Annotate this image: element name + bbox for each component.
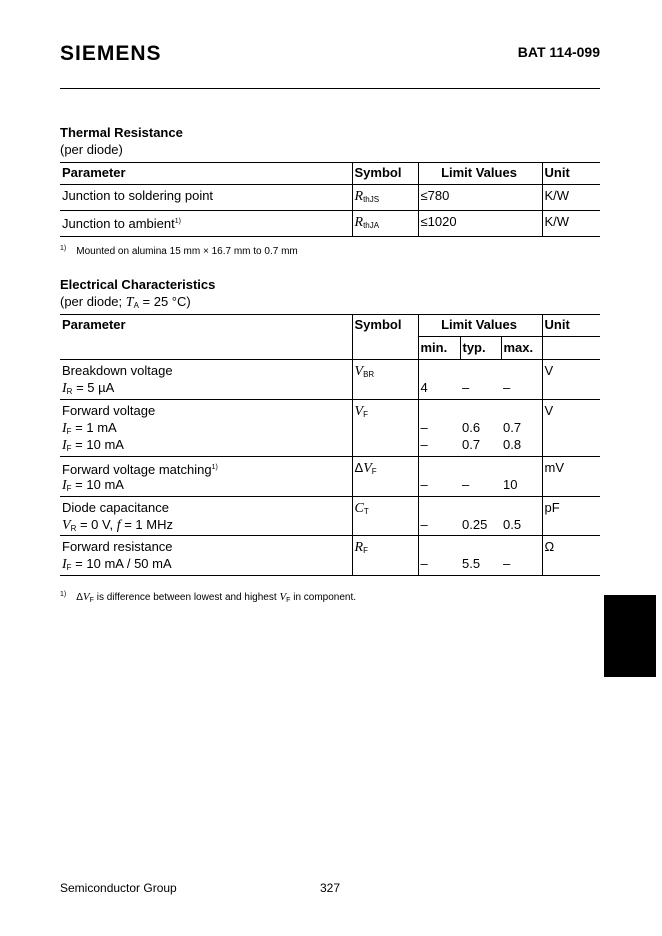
footnote-text: Mounted on alumina 15 mm × 16.7 mm to 0.7 mm (76, 246, 298, 257)
sub-T-subscript: A (133, 301, 139, 310)
symbol-letter: V (354, 364, 364, 379)
symbol-cell (352, 457, 418, 497)
th-limit-values: Limit Values (418, 163, 542, 185)
symbol-cell (352, 497, 418, 536)
unit-cell: V (542, 360, 600, 400)
symbol-letter: V (363, 461, 372, 476)
typ-cell: 5.5 (462, 556, 481, 571)
max-cell: 10 (503, 477, 518, 492)
electrical-subheader-row (60, 337, 600, 360)
param-name: Forward voltage matching$^{1)}$ (62, 462, 218, 477)
param-cell (60, 400, 352, 457)
fn-V1: V (82, 591, 90, 603)
electrical-title: Electrical Characteristics (60, 277, 216, 292)
typ-cell: – (462, 380, 470, 395)
cond-subscript: R (66, 387, 73, 396)
param-cell (60, 497, 352, 536)
param-name: Diode capacitance (62, 500, 169, 515)
fn-mid: is difference between lowest and highest (93, 592, 280, 603)
th-parameter: Parameter (62, 165, 126, 180)
unit-cell: V (542, 400, 600, 457)
cond-symbol: V (62, 518, 71, 533)
min-cell: – – (418, 400, 460, 457)
footnote-number: 1) (60, 591, 67, 598)
param-name: Forward resistance (62, 539, 173, 554)
max-cell: – (503, 556, 511, 571)
cond-rest: = 1 mA (71, 420, 117, 435)
electrical-subtitle (60, 294, 191, 311)
typ-cell: – (462, 477, 470, 492)
sub-T: T (125, 295, 134, 310)
th-symbol: Symbol (352, 315, 418, 337)
th-unit: Unit (542, 163, 600, 185)
unit-cell: K/W (542, 185, 600, 211)
empty-cell (60, 337, 352, 360)
footnote-number: 1) (60, 245, 67, 252)
max-cell: 0.7 0.8 (503, 420, 522, 452)
table-row (60, 185, 600, 211)
symbol-cell (352, 360, 418, 400)
symbol-letter: V (354, 404, 364, 419)
empty-cell (542, 337, 600, 360)
symbol-cell (352, 400, 418, 457)
th-min: min. (418, 337, 460, 360)
cond-f-rest: = 1 MHz (120, 517, 173, 532)
param-text: Junction to soldering point (62, 188, 214, 203)
typ-cell: 0.6 0.7 (462, 420, 481, 452)
table-row (60, 457, 600, 497)
fn-V2: V (279, 591, 287, 603)
table-row (60, 360, 600, 400)
param-condition (62, 516, 348, 533)
param-cell (60, 536, 352, 576)
max-cell: 0.5 (503, 517, 522, 532)
unit-cell: Ω (542, 536, 600, 576)
symbol-cell (352, 536, 418, 576)
table-row (60, 211, 600, 237)
part-number: BAT 114-099 (517, 44, 600, 60)
symbol-subscript: F (371, 467, 377, 476)
symbol-cell (352, 185, 418, 211)
max-cell: – (503, 380, 511, 395)
delta-symbol: Δ (354, 460, 364, 475)
footer-company: Semiconductor Group (60, 881, 177, 895)
table-row (60, 536, 600, 576)
param-condition (62, 419, 348, 436)
th-unit: Unit (542, 315, 600, 337)
th-limit-values: Limit Values (418, 315, 542, 337)
fn-sub1: F (89, 597, 94, 604)
cond-subscript: F (66, 427, 72, 436)
min-cell: 4 (418, 360, 460, 400)
table-row (60, 497, 600, 536)
symbol-cell (352, 211, 418, 237)
electrical-table (60, 314, 600, 576)
symbol-subscript: F (363, 546, 368, 555)
unit-cell: K/W (542, 211, 600, 237)
cond-rest: = 10 mA (71, 477, 124, 492)
cond-rest: = 0 V, (76, 517, 117, 532)
footnote-ref: 1) (174, 218, 181, 225)
thermal-table (60, 162, 600, 237)
cond-subscript: R (70, 524, 77, 533)
sub-post: = 25 °C) (138, 294, 191, 309)
cond-rest: = 10 mA / 50 mA (71, 556, 172, 571)
footnote-ref: 1) (211, 464, 218, 471)
symbol-subscript: F (363, 410, 368, 419)
cond-subscript: F (66, 484, 72, 493)
thermal-header-row (60, 163, 600, 185)
fn-sub2: F (286, 597, 291, 604)
thermal-subtitle: (per diode) (60, 142, 123, 157)
symbol-subscript: T (363, 507, 369, 516)
cond-subscript: F (66, 563, 72, 572)
electrical-footnote (60, 591, 356, 604)
symbol-subscript: thJA (363, 221, 380, 230)
cond-subscript: F (66, 444, 72, 453)
param-name: Breakdown voltage (62, 363, 173, 378)
param-cell (60, 185, 352, 211)
param-cell (60, 211, 352, 237)
param-cell (60, 457, 352, 497)
value-cell: ≤780 (418, 185, 542, 211)
empty-cell (352, 337, 418, 360)
cond-symbol: I (62, 421, 67, 436)
fn-delta: Δ (76, 592, 83, 603)
cond-f: f (116, 518, 121, 533)
th-symbol: Symbol (352, 163, 418, 185)
param-condition (62, 379, 348, 396)
symbol-letter: R (354, 540, 364, 555)
siemens-logo: SIEMENS (60, 42, 162, 65)
param-cell (60, 360, 352, 400)
cond-rest: = 10 mA (71, 437, 124, 452)
symbol-subscript: thJS (363, 195, 380, 204)
param-text: Junction to ambient (62, 216, 175, 231)
value-cell: ≤1020 (418, 211, 542, 237)
min-cell: – (418, 497, 460, 536)
unit-cell: mV (542, 457, 600, 497)
param-name: Forward voltage (62, 403, 156, 418)
cond-symbol: I (62, 381, 67, 396)
symbol-letter: R (354, 215, 364, 230)
cond-symbol: I (62, 438, 67, 453)
thermal-title: Thermal Resistance (60, 125, 183, 140)
min-cell: – (418, 536, 460, 576)
footer-page-number: 327 (320, 881, 341, 895)
cond-symbol: I (62, 557, 67, 572)
th-parameter: Parameter (62, 317, 126, 332)
symbol-subscript: BR (363, 370, 375, 379)
cond-symbol: I (62, 478, 67, 493)
cond-rest: = 5 µA (72, 380, 115, 395)
symbol-letter: C (354, 501, 364, 516)
unit-cell: pF (542, 497, 600, 536)
param-condition (62, 555, 348, 572)
header-rule (60, 88, 600, 89)
table-row (60, 400, 600, 457)
electrical-header-row (60, 315, 600, 337)
min-cell: – (418, 457, 460, 497)
th-max: max. (501, 337, 542, 360)
sub-pre: (per diode; (60, 294, 126, 309)
param-condition (62, 476, 348, 493)
th-typ: typ. (460, 337, 501, 360)
symbol-letter: R (354, 189, 364, 204)
typ-cell: 0.25 (462, 517, 488, 532)
thermal-footnote (60, 245, 298, 257)
fn-end: in component. (290, 592, 357, 603)
param-condition (62, 436, 348, 453)
section-marker-bar (604, 595, 656, 677)
